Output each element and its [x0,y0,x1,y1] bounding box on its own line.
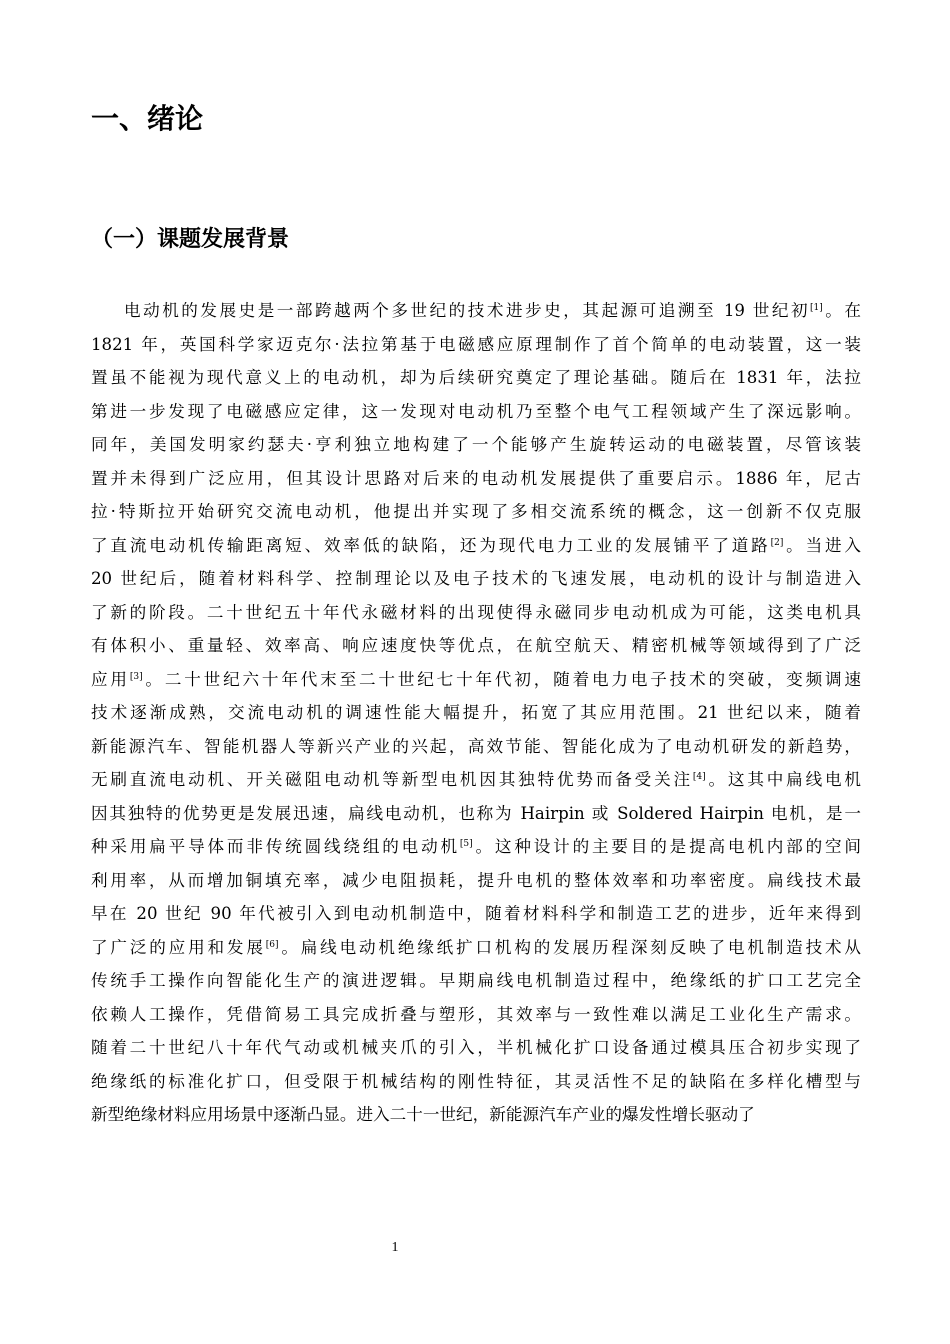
text-run: 。在 [822,301,861,320]
section-heading: （一）课题发展背景 [91,227,290,252]
text-run: 有体积小、重量轻、效率高、响应速度快等优点，在航空航天、精密机械等领域得到了广泛 [91,636,861,655]
text-run: 种采用扁平导体而非传统圆线绕组的电动机 [91,837,460,856]
text-line [91,1098,861,1132]
text-run: 利用率，从而增加铜填充率，减少电阻损耗，提升电机的整体效率和功率密度。扁线技术最 [91,870,861,890]
chapter-heading: 一、绪论 [91,102,204,135]
text-run: 。这其中扁线电机 [705,770,862,789]
text-line [91,663,861,697]
text-line [91,596,861,630]
text-line [91,361,861,395]
text-line [91,864,861,898]
text-line [91,797,861,831]
text-line [91,730,861,764]
text-line [91,529,861,563]
text-run: 。当进入 [783,535,862,555]
text-line [91,328,861,362]
text-line [91,462,861,496]
text-run: 了直流电动机传输距离短、效率低的缺陷，还为现代电力工业的发展铺平了道路 [91,535,771,555]
text-run: 早在 20 世纪 90 年代被引入到电动机制造中，随着材料科学和制造工艺的进步，近年来得到 [91,904,861,923]
text-run: 拉·特斯拉开始研究交流电动机，他提出并实现了多相交流系统的概念，这一创新不仅克服 [91,502,861,521]
page-number: 1 [391,1240,399,1255]
text-run: 新型绝缘材料应用场景中逐渐凸显。进入二十一世纪，新能源汽车产业的爆发性增长驱动了 [91,1105,755,1124]
text-run: 技术逐渐成熟，交流电动机的调速性能大幅提升，拓宽了其应用范围。21 世纪以来，随着 [91,703,861,722]
text-line [91,696,861,730]
text-line [91,395,861,429]
text-line [91,998,861,1032]
text-run: 。这种设计的主要目的是提高电机内部的空间 [472,837,862,856]
text-run: 因其独特的优势更是发展迅速，扁线电动机，也称为 Hairpin 或 Soldered Hairpin 电机，是一 [91,803,861,823]
text-line [91,897,861,931]
text-line [91,1031,861,1065]
text-line [91,830,861,864]
text-line [91,629,861,663]
text-line [91,931,861,965]
text-line [91,763,861,797]
text-run: 同年，美国发明家约瑟夫·亨利独立地构建了一个能够产生旋转运动的电磁装置，尽管该装 [91,435,861,454]
text-run: 20 世纪后，随着材料科学、控制理论以及电子技术的飞速发展，电动机的设计与制造进入 [91,569,861,588]
text-run: 置虽不能视为现代意义上的电动机，却为后续研究奠定了理论基础。随后在 1831 年，法拉 [91,368,861,387]
text-line [91,964,861,998]
text-run: 了新的阶段。二十世纪五十年代永磁材料的出现使得永磁同步电动机成为可能，这类电机具 [91,602,861,622]
text-line [91,294,861,328]
text-line [91,562,861,596]
text-run: 1821 年，英国科学家迈克尔·法拉第基于电磁感应原理制作了首个简单的电动装置，这一装 [91,334,861,354]
text-run: 电动机的发展史是一部跨越两个多世纪的技术进步史，其起源可追溯至 19 世纪初 [124,301,811,320]
text-run: 了广泛的应用和发展 [91,937,266,957]
citation-marker: [2] [770,537,784,548]
citation-marker: [3] [129,671,143,682]
citation-marker: [5] [459,839,473,849]
text-line [91,428,861,462]
text-run: 依赖人工操作，凭借简易工具完成折叠与塑形，其效率与一致性难以满足工业化生产需求。 [91,1004,861,1024]
text-run: 。二十世纪六十年代末至二十世纪七十年代初，随着电力电子技术的突破，变频调速 [142,669,862,689]
text-run: 传统手工操作向智能化生产的演进逻辑。早期扁线电机制造过程中，绝缘纸的扩口工艺完全 [91,971,861,990]
text-run: 第进一步发现了电磁感应定律，这一发现对电动机乃至整个电气工程领域产生了深远影响。 [91,401,861,421]
citation-marker: [1] [810,303,823,313]
text-line [91,1065,861,1099]
text-run: 。扁线电动机绝缘纸扩口机构的发展历程深刻反映了电机制造技术从 [278,937,861,957]
text-run: 新能源汽车、智能机器人等新兴产业的兴起，高效节能、智能化成为了电动机研发的新趋势， [91,736,861,756]
body-paragraph [91,294,861,1132]
text-run: 置并未得到广泛应用，但其设计思路对后来的电动机发展提供了重要启示。1886 年，尼古 [91,468,861,488]
citation-marker: [6] [265,939,279,950]
text-run: 绝缘纸的标准化扩口，但受限于机械结构的刚性特征，其灵活性不足的缺陷在多样化槽型与 [91,1071,861,1091]
text-run: 随着二十世纪八十年代气动或机械夹爪的引入，半机械化扩口设备通过模具压合初步实现了 [91,1038,861,1057]
text-line [91,495,861,529]
text-run: 应用 [91,669,130,689]
citation-marker: [4] [692,772,706,782]
text-run: 无刷直流电动机、开关磁阻电动机等新型电机因其独特优势而备受关注 [91,770,693,789]
